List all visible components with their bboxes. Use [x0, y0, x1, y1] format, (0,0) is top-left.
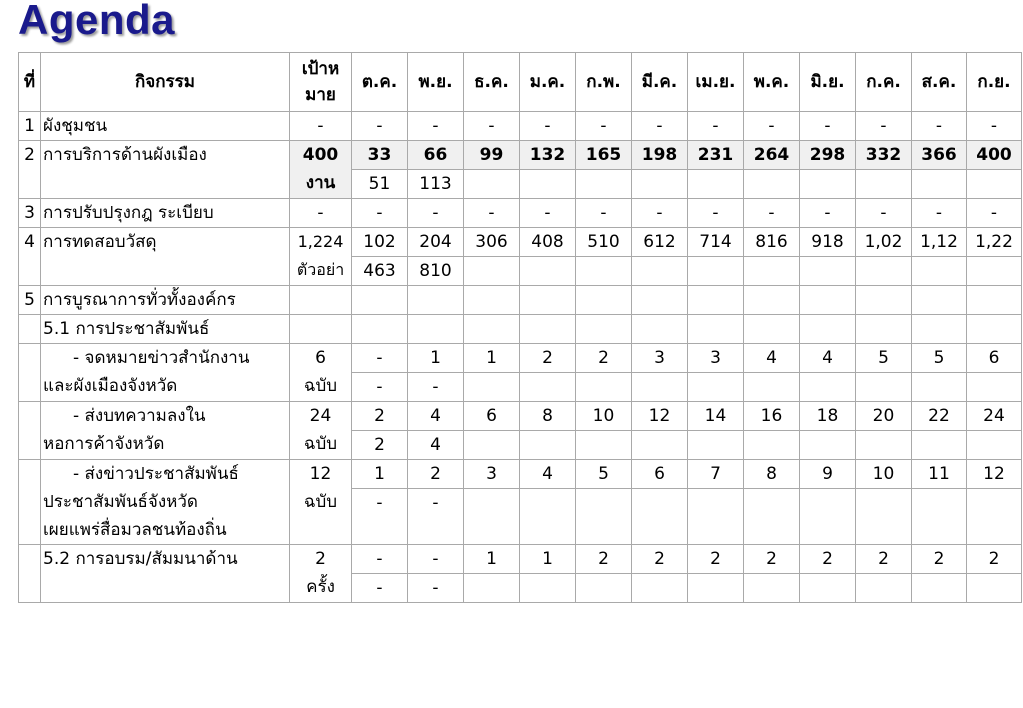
- plan-cell: 8: [520, 402, 576, 431]
- plan-cell: -: [744, 199, 800, 228]
- activity-cell-line: ประชาสัมพันธ์จังหวัด: [43, 492, 198, 512]
- row-number: [19, 460, 41, 545]
- actual-cell: [967, 489, 1022, 545]
- actual-cell: [520, 170, 576, 199]
- header-cell: ม.ค.: [520, 53, 576, 112]
- actual-cell: [856, 489, 912, 545]
- table-row: [19, 199, 1022, 228]
- target-cell: [290, 315, 352, 344]
- header-target: [290, 53, 352, 112]
- actual-cell: [912, 489, 967, 545]
- plan-cell: 264: [744, 141, 800, 170]
- header-cell: พ.ค.: [744, 53, 800, 112]
- plan-cell: 366: [912, 141, 967, 170]
- actual-cell: [688, 373, 744, 402]
- activity-cell: [41, 402, 290, 460]
- plan-cell: -: [688, 199, 744, 228]
- header-row: [19, 53, 1022, 112]
- actual-cell: [967, 431, 1022, 460]
- plan-cell: 102: [352, 228, 408, 257]
- actual-cell: [576, 373, 632, 402]
- row-number: 1: [19, 112, 41, 141]
- row-number: 4: [19, 228, 41, 286]
- plan-cell: [856, 315, 912, 344]
- plan-cell: 2: [744, 545, 800, 574]
- plan-cell: [352, 286, 408, 315]
- plan-cell: -: [352, 545, 408, 574]
- actual-cell: [632, 574, 688, 603]
- plan-cell: -: [856, 199, 912, 228]
- actual-cell: [688, 257, 744, 286]
- plan-cell: 4: [800, 344, 856, 373]
- actual-cell: [576, 170, 632, 199]
- actual-cell: 113: [408, 170, 464, 199]
- target-cell-line: งาน: [305, 173, 336, 193]
- plan-cell: -: [464, 199, 520, 228]
- table-row: [19, 141, 1022, 170]
- plan-cell: 66: [408, 141, 464, 170]
- target-cell-line: 12: [309, 464, 332, 484]
- target-cell-line: ตัวอย่า: [296, 260, 345, 279]
- plan-cell: -: [912, 199, 967, 228]
- plan-cell: [464, 286, 520, 315]
- target-cell: [290, 141, 352, 199]
- row-number: [19, 344, 41, 402]
- plan-cell: [520, 315, 576, 344]
- plan-cell: 198: [632, 141, 688, 170]
- actual-cell: [520, 489, 576, 545]
- plan-cell: -: [520, 199, 576, 228]
- plan-cell: 2: [352, 402, 408, 431]
- plan-cell: 11: [912, 460, 967, 489]
- plan-cell: 400: [967, 141, 1022, 170]
- plan-cell: 132: [520, 141, 576, 170]
- activity-cell: การทดสอบวัสดุ: [41, 228, 290, 286]
- target-cell: [290, 402, 352, 460]
- row-number: 5: [19, 286, 41, 315]
- plan-cell: [744, 286, 800, 315]
- activity-cell-line: เผยแพร่สื่อมวลชนท้องถิ่น: [43, 520, 227, 540]
- activity-cell: [41, 344, 290, 402]
- plan-cell: 298: [800, 141, 856, 170]
- row-number: 3: [19, 199, 41, 228]
- header-cell: เม.ย.: [688, 53, 744, 112]
- plan-cell: [856, 286, 912, 315]
- actual-cell: [464, 373, 520, 402]
- header-cell: ก.พ.: [576, 53, 632, 112]
- plan-cell: [800, 315, 856, 344]
- actual-cell: [800, 489, 856, 545]
- plan-cell: 2: [408, 460, 464, 489]
- actual-cell: [856, 257, 912, 286]
- table-row: [19, 112, 1022, 141]
- plan-cell: [688, 286, 744, 315]
- plan-cell: [632, 315, 688, 344]
- table-row: [19, 286, 1022, 315]
- plan-cell: 2: [800, 545, 856, 574]
- plan-cell: [967, 315, 1022, 344]
- plan-cell: 18: [800, 402, 856, 431]
- target-cell-line: 1,224: [297, 232, 344, 251]
- header-cell: ธ.ค.: [464, 53, 520, 112]
- actual-cell: 51: [352, 170, 408, 199]
- actual-cell: [856, 431, 912, 460]
- target-cell-line: 400: [302, 145, 339, 165]
- actual-cell: [744, 574, 800, 603]
- actual-cell: [800, 373, 856, 402]
- actual-cell: [800, 431, 856, 460]
- actual-cell: [744, 373, 800, 402]
- activity-cell-line: - ส่งบทความลงใน: [73, 406, 206, 426]
- plan-cell: 12: [967, 460, 1022, 489]
- activity-cell: การบริการด้านผังเมือง: [41, 141, 290, 199]
- plan-cell: 4: [520, 460, 576, 489]
- row-number: [19, 315, 41, 344]
- actual-cell: [464, 574, 520, 603]
- plan-cell: 14: [688, 402, 744, 431]
- table-row: [19, 344, 1022, 373]
- plan-cell: -: [967, 199, 1022, 228]
- target-cell: -: [290, 199, 352, 228]
- activity-cell-line: - ส่งข่าวประชาสัมพันธ์: [73, 464, 239, 484]
- target-cell: [290, 344, 352, 402]
- activity-cell: การบูรณาการทั่วทั้งองค์กร: [41, 286, 290, 315]
- plan-cell: 408: [520, 228, 576, 257]
- actual-cell: [576, 489, 632, 545]
- actual-cell: [520, 431, 576, 460]
- actual-cell: [688, 170, 744, 199]
- plan-cell: 2: [576, 344, 632, 373]
- header-cell: ก.ค.: [856, 53, 912, 112]
- target-cell: [290, 228, 352, 286]
- plan-cell: -: [632, 112, 688, 141]
- plan-cell: -: [800, 199, 856, 228]
- plan-cell: 1,02: [856, 228, 912, 257]
- target-cell: -: [290, 112, 352, 141]
- target-cell-line: 6: [315, 348, 326, 368]
- plan-cell: 714: [688, 228, 744, 257]
- activity-cell: 5.2 การอบรม/สัมมนาด้าน: [41, 545, 290, 603]
- plan-cell: 4: [408, 402, 464, 431]
- actual-cell: [856, 574, 912, 603]
- actual-cell: [464, 257, 520, 286]
- plan-cell: 6: [967, 344, 1022, 373]
- plan-cell: 5: [856, 344, 912, 373]
- actual-cell: [632, 170, 688, 199]
- actual-cell: [800, 170, 856, 199]
- plan-cell: 22: [912, 402, 967, 431]
- plan-cell: -: [352, 112, 408, 141]
- activity-cell: 5.1 การประชาสัมพันธ์: [41, 315, 290, 344]
- actual-cell: [632, 257, 688, 286]
- actual-cell: [688, 574, 744, 603]
- actual-cell: [632, 373, 688, 402]
- plan-cell: [352, 315, 408, 344]
- plan-cell: -: [408, 545, 464, 574]
- plan-cell: 2: [688, 545, 744, 574]
- page-title: Agenda: [18, 0, 176, 43]
- plan-cell: 332: [856, 141, 912, 170]
- plan-cell: [688, 315, 744, 344]
- plan-cell: 231: [688, 141, 744, 170]
- plan-cell: -: [464, 112, 520, 141]
- plan-cell: 612: [632, 228, 688, 257]
- plan-cell: -: [744, 112, 800, 141]
- header-cell: มิ.ย.: [800, 53, 856, 112]
- plan-cell: -: [576, 199, 632, 228]
- actual-cell: [576, 257, 632, 286]
- actual-cell: 810: [408, 257, 464, 286]
- actual-cell: [967, 373, 1022, 402]
- actual-cell: [912, 257, 967, 286]
- plan-cell: 12: [632, 402, 688, 431]
- actual-cell: [856, 373, 912, 402]
- header-target-line: เป้าห: [301, 59, 340, 79]
- header-cell: มี.ค.: [632, 53, 688, 112]
- actual-cell: [800, 574, 856, 603]
- table-row: [19, 315, 1022, 344]
- actual-cell: [632, 431, 688, 460]
- actual-cell: [464, 431, 520, 460]
- plan-cell: -: [912, 112, 967, 141]
- plan-cell: 2: [856, 545, 912, 574]
- actual-cell: [912, 373, 967, 402]
- plan-cell: 3: [632, 344, 688, 373]
- actual-cell: [688, 489, 744, 545]
- plan-cell: 1: [408, 344, 464, 373]
- row-number: [19, 402, 41, 460]
- actual-cell: -: [408, 489, 464, 545]
- plan-cell: -: [688, 112, 744, 141]
- plan-cell: 1: [520, 545, 576, 574]
- plan-cell: 2: [520, 344, 576, 373]
- plan-cell: -: [800, 112, 856, 141]
- actual-cell: [520, 574, 576, 603]
- activity-cell: การปรับปรุงกฎ ระเบียบ: [41, 199, 290, 228]
- actual-cell: [688, 431, 744, 460]
- target-cell: [290, 286, 352, 315]
- plan-cell: 10: [856, 460, 912, 489]
- plan-cell: [744, 315, 800, 344]
- plan-cell: [464, 315, 520, 344]
- plan-cell: 6: [632, 460, 688, 489]
- plan-cell: 6: [464, 402, 520, 431]
- activity-cell-line: และผังเมืองจังหวัด: [43, 376, 178, 396]
- plan-cell: -: [967, 112, 1022, 141]
- plan-cell: 816: [744, 228, 800, 257]
- target-cell-line: ฉบับ: [303, 492, 338, 512]
- actual-cell: -: [408, 373, 464, 402]
- actual-cell: [967, 257, 1022, 286]
- plan-cell: 1: [464, 344, 520, 373]
- actual-cell: 2: [352, 431, 408, 460]
- actual-cell: -: [352, 574, 408, 603]
- plan-cell: 1: [352, 460, 408, 489]
- plan-cell: 20: [856, 402, 912, 431]
- plan-cell: 165: [576, 141, 632, 170]
- actual-cell: [744, 431, 800, 460]
- plan-cell: -: [856, 112, 912, 141]
- actual-cell: -: [408, 574, 464, 603]
- actual-cell: [967, 170, 1022, 199]
- table-row: [19, 545, 1022, 574]
- plan-cell: -: [408, 199, 464, 228]
- header-target-line: มาย: [305, 85, 336, 105]
- actual-cell: [744, 257, 800, 286]
- plan-cell: 204: [408, 228, 464, 257]
- plan-cell: 2: [967, 545, 1022, 574]
- plan-cell: 33: [352, 141, 408, 170]
- target-cell-line: ครั้ง: [306, 577, 335, 597]
- actual-cell: [912, 574, 967, 603]
- plan-cell: -: [576, 112, 632, 141]
- plan-cell: -: [352, 199, 408, 228]
- activity-cell-line: หอการค้าจังหวัด: [43, 434, 165, 454]
- plan-cell: 3: [464, 460, 520, 489]
- activity-cell: ผังชุมชน: [41, 112, 290, 141]
- header-cell: ก.ย.: [967, 53, 1022, 112]
- plan-cell: 99: [464, 141, 520, 170]
- plan-cell: -: [408, 112, 464, 141]
- plan-cell: 7: [688, 460, 744, 489]
- actual-cell: [576, 574, 632, 603]
- actual-cell: [912, 170, 967, 199]
- plan-cell: [632, 286, 688, 315]
- plan-cell: 306: [464, 228, 520, 257]
- actual-cell: [800, 257, 856, 286]
- plan-cell: [576, 315, 632, 344]
- plan-cell: 918: [800, 228, 856, 257]
- actual-cell: [744, 489, 800, 545]
- target-cell-line: ฉบับ: [303, 434, 338, 454]
- plan-cell: 1,12: [912, 228, 967, 257]
- actual-cell: [856, 170, 912, 199]
- activity-cell: [41, 460, 290, 545]
- target-cell-line: ฉบับ: [303, 376, 338, 396]
- plan-cell: 2: [576, 545, 632, 574]
- plan-cell: 1: [464, 545, 520, 574]
- table-row: [19, 402, 1022, 431]
- plan-cell: 5: [912, 344, 967, 373]
- plan-cell: 8: [744, 460, 800, 489]
- plan-cell: [576, 286, 632, 315]
- actual-cell: 4: [408, 431, 464, 460]
- plan-cell: 1,22: [967, 228, 1022, 257]
- actual-cell: [464, 170, 520, 199]
- plan-cell: 16: [744, 402, 800, 431]
- plan-cell: [800, 286, 856, 315]
- table-row: [19, 460, 1022, 489]
- header-cell: กิจกรรม: [41, 53, 290, 112]
- plan-cell: 9: [800, 460, 856, 489]
- plan-cell: 2: [632, 545, 688, 574]
- actual-cell: [520, 373, 576, 402]
- row-number: 2: [19, 141, 41, 199]
- target-cell: [290, 545, 352, 603]
- plan-cell: 4: [744, 344, 800, 373]
- plan-cell: 3: [688, 344, 744, 373]
- plan-cell: [967, 286, 1022, 315]
- activity-cell-line: - จดหมายข่าวสำนักงาน: [73, 348, 250, 368]
- header-cell: ที่: [19, 53, 41, 112]
- header-cell: ส.ค.: [912, 53, 967, 112]
- plan-cell: 510: [576, 228, 632, 257]
- plan-cell: [912, 286, 967, 315]
- plan-cell: -: [520, 112, 576, 141]
- plan-cell: -: [632, 199, 688, 228]
- actual-cell: -: [352, 373, 408, 402]
- header-cell: ต.ค.: [352, 53, 408, 112]
- plan-cell: [408, 286, 464, 315]
- target-cell-line: 2: [315, 549, 326, 569]
- plan-cell: 10: [576, 402, 632, 431]
- plan-cell: [520, 286, 576, 315]
- plan-cell: 24: [967, 402, 1022, 431]
- actual-cell: -: [352, 489, 408, 545]
- header-cell: พ.ย.: [408, 53, 464, 112]
- plan-cell: [408, 315, 464, 344]
- table-row: [19, 228, 1022, 257]
- actual-cell: [576, 431, 632, 460]
- actual-cell: [912, 431, 967, 460]
- row-number: [19, 545, 41, 603]
- actual-cell: [632, 489, 688, 545]
- actual-cell: [744, 170, 800, 199]
- actual-cell: [464, 489, 520, 545]
- actual-cell: 463: [352, 257, 408, 286]
- agenda-table: [18, 52, 1022, 603]
- actual-cell: [520, 257, 576, 286]
- plan-cell: [912, 315, 967, 344]
- actual-cell: [967, 574, 1022, 603]
- plan-cell: 5: [576, 460, 632, 489]
- plan-cell: -: [352, 344, 408, 373]
- plan-cell: 2: [912, 545, 967, 574]
- target-cell: [290, 460, 352, 545]
- target-cell-line: 24: [309, 406, 332, 426]
